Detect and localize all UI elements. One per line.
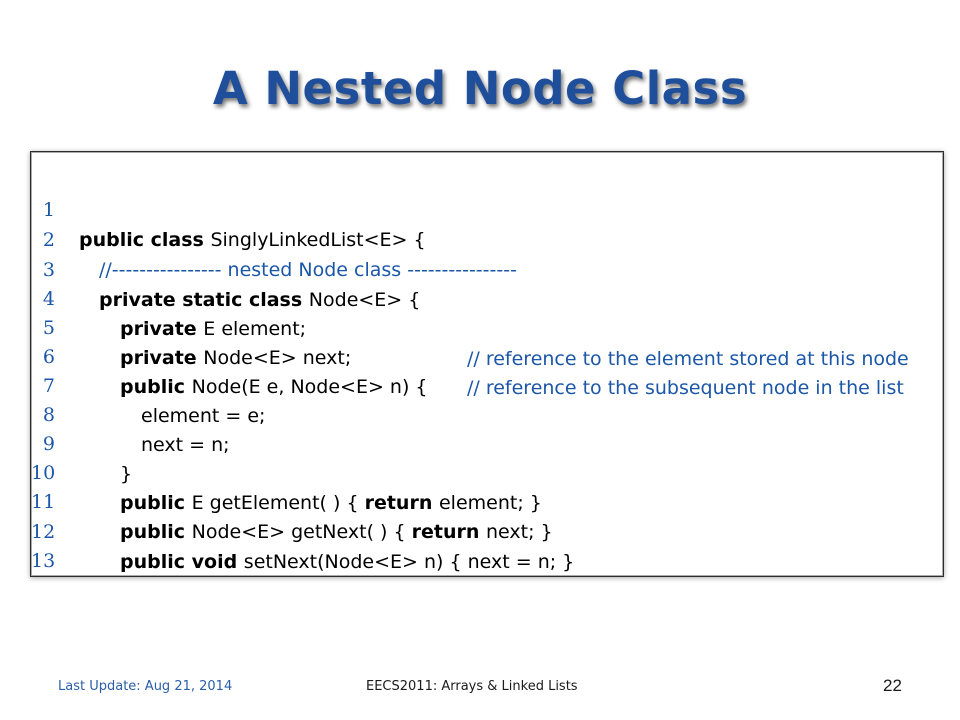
page-number: 22 <box>883 676 902 695</box>
code-content <box>120 488 542 518</box>
line-number: 9 <box>42 433 55 455</box>
code-content <box>120 517 553 547</box>
code-text: E element; <box>203 318 307 340</box>
code-text: Node<E> next; <box>203 347 352 369</box>
code-content <box>120 372 428 402</box>
line-number: 5 <box>42 317 55 339</box>
keyword: private static class <box>99 289 309 311</box>
code-comment: // reference to the subsequent node in the list <box>467 377 904 399</box>
keyword: return <box>364 492 439 514</box>
code-text: } <box>120 463 133 485</box>
code-listing <box>30 151 944 577</box>
code-line <box>31 165 426 251</box>
keyword: public class <box>79 229 211 251</box>
keyword: public <box>120 376 192 398</box>
code-line <box>31 546 55 576</box>
code-content <box>120 547 574 577</box>
line-number: 10 <box>31 462 56 484</box>
line-number: 7 <box>42 375 55 397</box>
code-content <box>120 343 351 373</box>
footer-date: Last Update: Aug 21, 2014 <box>58 679 233 694</box>
code-comment: // reference to the element stored at this node <box>467 348 909 370</box>
keyword: public void <box>120 551 244 573</box>
code-text: next; } <box>486 521 553 543</box>
code-content <box>120 314 306 344</box>
code-text: Node<E> { <box>308 289 421 311</box>
line-number: 6 <box>42 346 55 368</box>
code-text: E getElement( ) { <box>191 492 365 514</box>
code-text: next = n; <box>141 434 230 456</box>
line-number: 3 <box>42 259 55 281</box>
code-line <box>31 516 56 572</box>
line-number: 4 <box>42 288 55 310</box>
code-content <box>99 576 533 577</box>
keyword: public <box>120 521 192 543</box>
code-text: Node<E> getNext( ) { <box>191 521 412 543</box>
code-comment: //---------------- nested Node class ---------------- <box>99 259 517 281</box>
line-number: 13 <box>31 550 56 572</box>
code-text: setNext(Node<E> n) { next = n; } <box>243 551 575 573</box>
line-number: 1 <box>42 199 55 221</box>
keyword: public <box>120 492 192 514</box>
code-content <box>99 285 420 315</box>
code-text: element = e; <box>141 405 266 427</box>
line-number: 12 <box>31 521 56 543</box>
line-number: 11 <box>31 491 56 513</box>
code-text <box>99 576 520 577</box>
line-number: 8 <box>42 404 55 426</box>
slide-title: A Nested Node Class <box>212 62 748 115</box>
keyword: return <box>411 521 486 543</box>
code-text: element; } <box>438 492 542 514</box>
keyword: private <box>120 347 204 369</box>
keyword: private <box>120 318 204 340</box>
code-text: Node(E e, Node<E> n) { <box>191 376 428 398</box>
footer-course: EECS2011: Arrays & Linked Lists <box>366 679 578 694</box>
code-content <box>79 225 426 255</box>
code-text: SinglyLinkedList<E> { <box>210 229 426 251</box>
line-number: 2 <box>42 229 55 251</box>
